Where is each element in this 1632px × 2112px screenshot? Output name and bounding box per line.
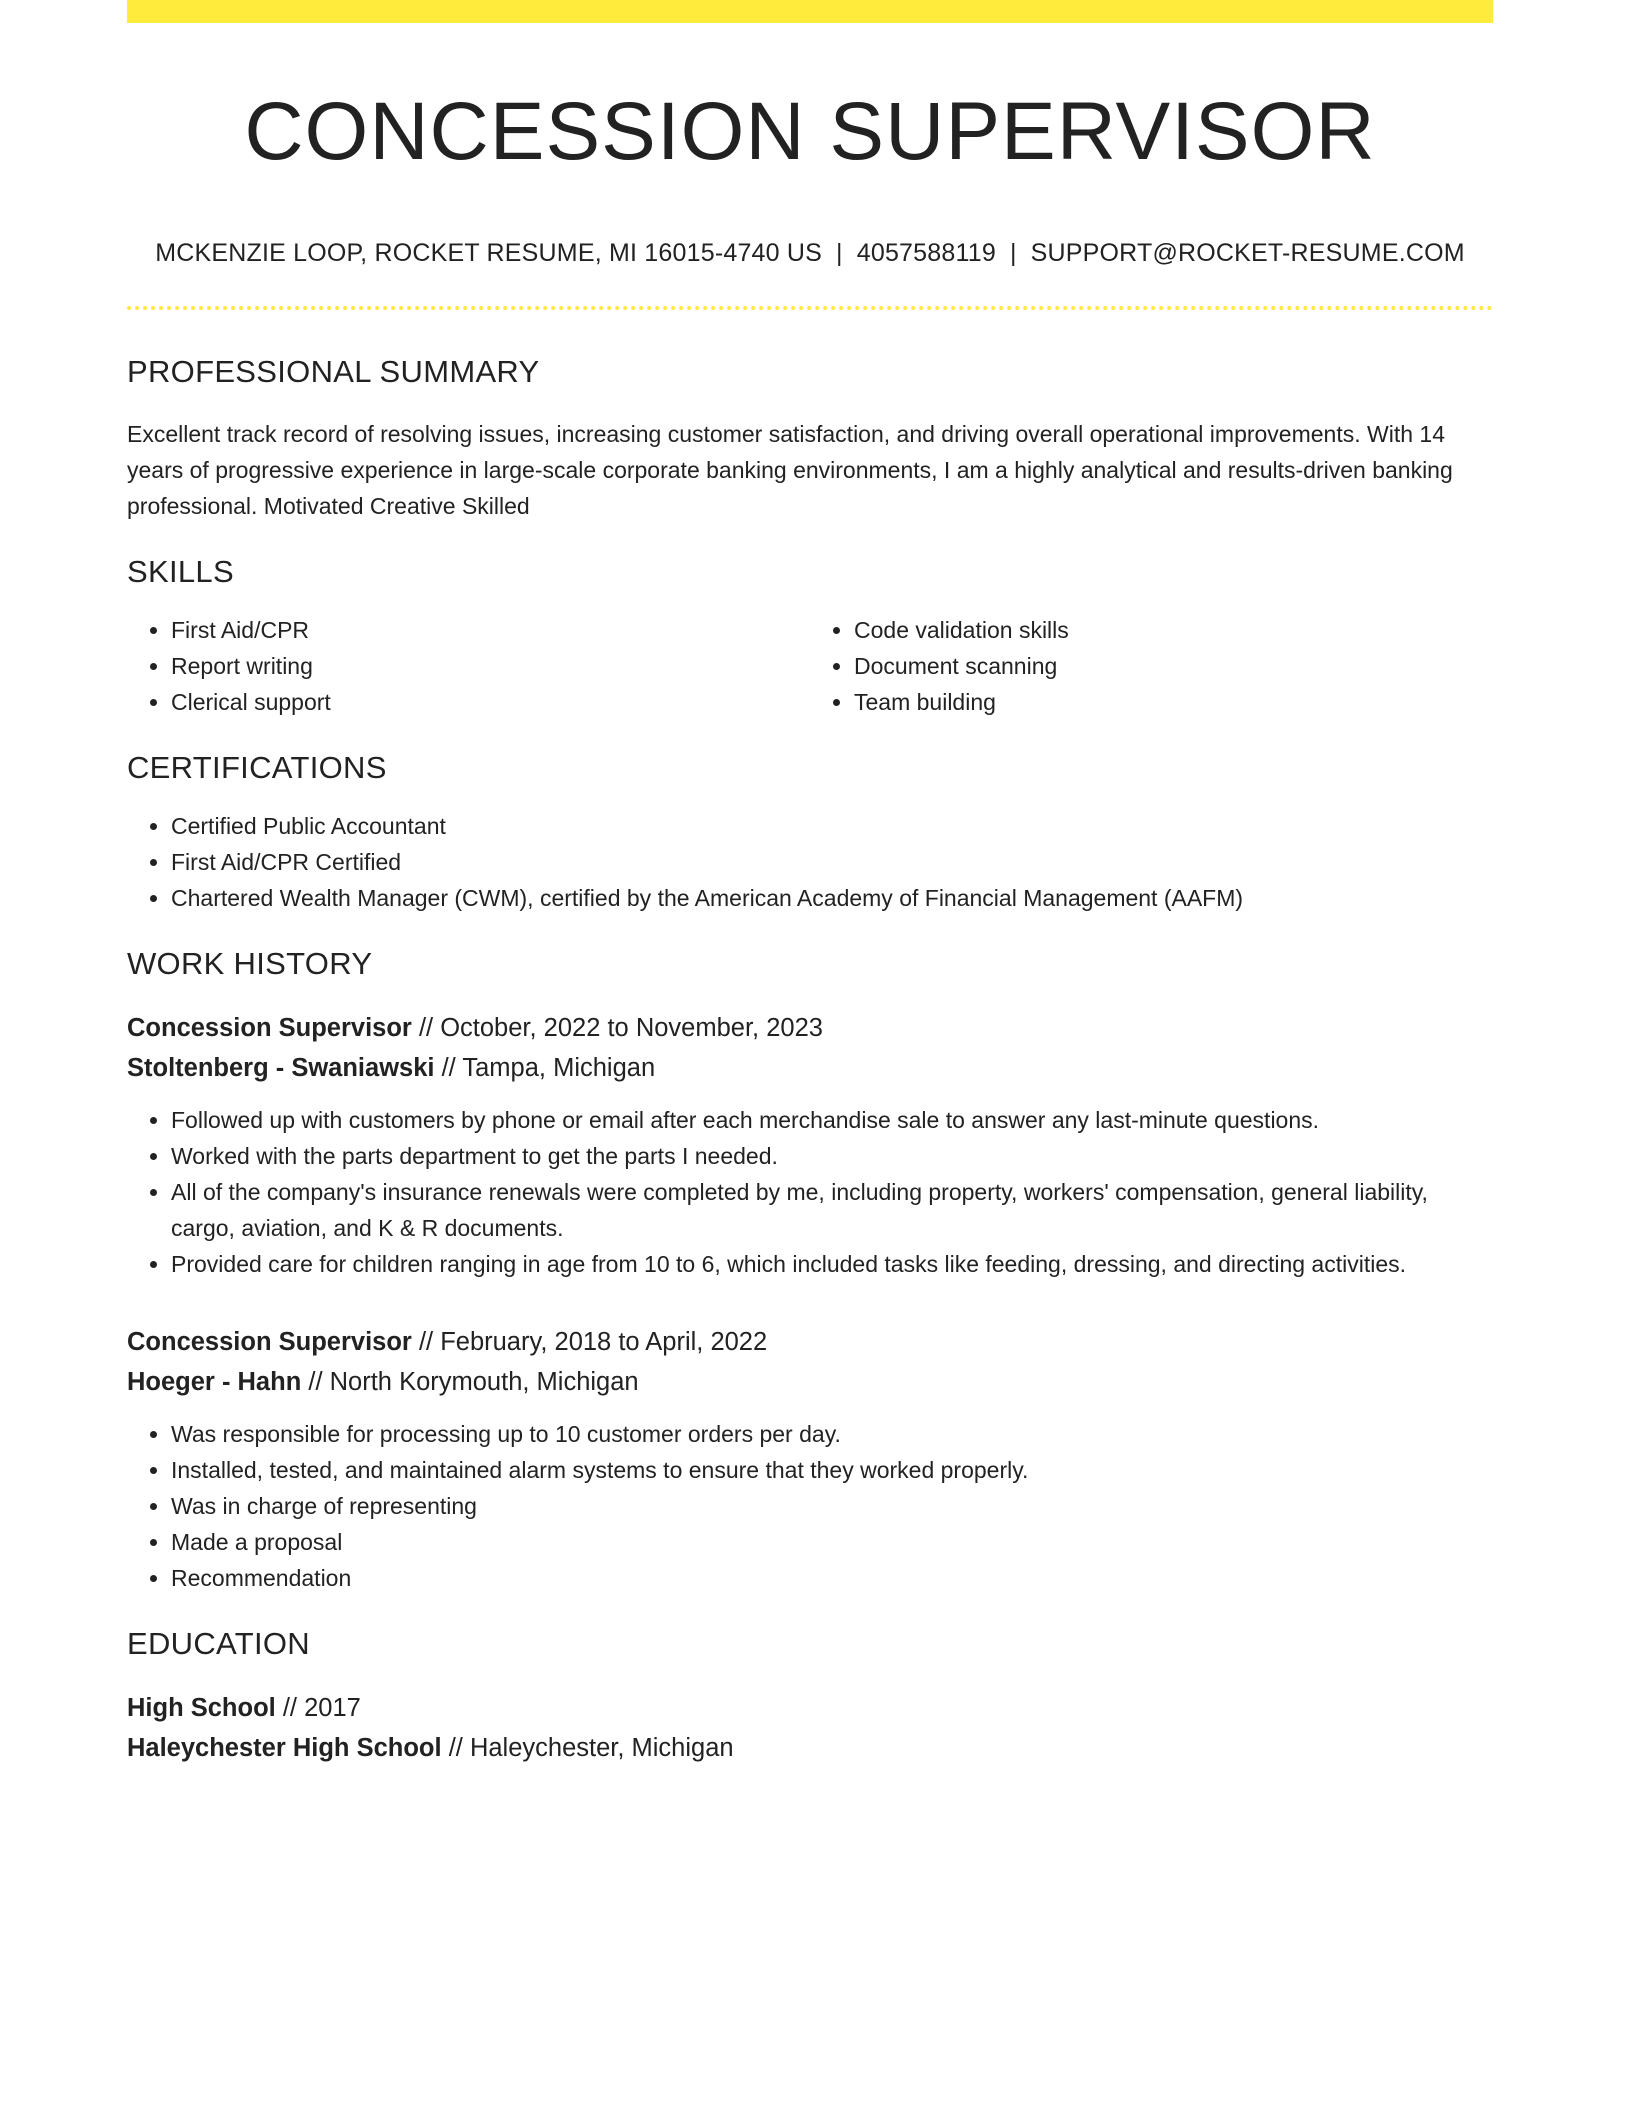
summary-section xyxy=(127,354,1493,524)
contact-line xyxy=(127,239,1493,268)
job-bullet: • Followed up with customers by phone or email after each merchandise sale to answer any last-minute questions. xyxy=(171,1102,1493,1138)
contact-separator: | xyxy=(1009,239,1017,268)
education-entry xyxy=(127,1688,1493,1768)
job-bullet: • Installed, tested, and maintained alarm systems to ensure that they worked properly. xyxy=(171,1452,1493,1488)
certification-item: • Certified Public Accountant xyxy=(171,808,1493,844)
certifications-section xyxy=(127,750,1493,916)
certifications-heading: CERTIFICATIONS xyxy=(127,750,387,786)
skill-item: • Document scanning xyxy=(854,648,1493,684)
job-location: // Tampa, Michigan xyxy=(441,1054,656,1083)
job-title-line xyxy=(127,1008,1493,1048)
education-degree: High School xyxy=(127,1694,276,1723)
job-bullet: • Worked with the parts department to get the parts I needed. xyxy=(171,1138,1493,1174)
education-heading: EDUCATION xyxy=(127,1626,310,1662)
job-dates: // February, 2018 to April, 2022 xyxy=(418,1328,768,1357)
job-bullet: • Provided care for children ranging in age from 10 to 6, which included tasks like feeding, dressing, and directing activities. xyxy=(171,1246,1493,1282)
skill-item: • Report writing xyxy=(171,648,810,684)
certifications-list xyxy=(127,808,1493,916)
job-bullet: • Was responsible for processing up to 10 customer orders per day. xyxy=(171,1416,1493,1452)
skills-grid xyxy=(127,612,1493,720)
resume-title: CONCESSION SUPERVISOR xyxy=(244,86,1376,177)
skill-item: • Clerical support xyxy=(171,684,810,720)
education-school-line xyxy=(127,1728,1493,1768)
job-entry xyxy=(127,1322,1493,1596)
job-bullet: • Made a proposal xyxy=(171,1524,1493,1560)
education-school: Haleychester High School xyxy=(127,1734,442,1763)
header-divider xyxy=(127,306,1493,310)
job-title-line xyxy=(127,1322,1493,1362)
skills-list-left xyxy=(127,612,810,720)
contact-address: MCKENZIE LOOP, ROCKET RESUME, MI 16015-4740 US xyxy=(155,239,823,268)
job-dates: // October, 2022 to November, 2023 xyxy=(418,1014,823,1043)
skill-item: • First Aid/CPR xyxy=(171,612,810,648)
job-company: Stoltenberg - Swaniawski xyxy=(127,1054,435,1083)
education-location: // Haleychester, Michigan xyxy=(448,1734,734,1763)
work-history-heading: WORK HISTORY xyxy=(127,946,373,982)
education-year: // 2017 xyxy=(282,1694,361,1723)
job-bullet: • Recommendation xyxy=(171,1560,1493,1596)
contact-phone: 4057588119 xyxy=(856,239,996,268)
contact-separator: | xyxy=(836,239,843,268)
job-location: // North Korymouth, Michigan xyxy=(308,1368,639,1397)
education-degree-line xyxy=(127,1688,1493,1728)
certification-item: • First Aid/CPR Certified xyxy=(171,844,1493,880)
summary-heading: PROFESSIONAL SUMMARY xyxy=(127,354,540,390)
summary-text: Excellent track record of resolving issues, increasing customer satisfaction, and driving overall operational improvements. With 14 years of progressive experience in large-scale corporate banking environments, I am a highly analytical and results-driven banking professional. Motivated Creative Skilled xyxy=(127,421,1453,520)
skill-item: • Code validation skills xyxy=(854,612,1493,648)
contact-email: SUPPORT@ROCKET-RESUME.COM xyxy=(1030,239,1465,268)
top-accent-bar xyxy=(127,0,1493,23)
skill-item: • Team building xyxy=(854,684,1493,720)
skills-heading: SKILLS xyxy=(127,554,234,590)
job-title: Concession Supervisor xyxy=(127,1014,412,1043)
job-entry xyxy=(127,1008,1493,1282)
work-history-section xyxy=(127,946,1493,1596)
job-company-line xyxy=(127,1362,1493,1402)
job-bullets xyxy=(127,1102,1493,1282)
job-company-line xyxy=(127,1048,1493,1088)
resume-page xyxy=(127,0,1493,1768)
job-bullet: • Was in charge of representing xyxy=(171,1488,1493,1524)
skills-section xyxy=(127,554,1493,720)
job-bullet: • All of the company's insurance renewals were completed by me, including property, workers' compensation, general liability, cargo, aviation, and K & R documents. xyxy=(171,1174,1493,1246)
education-section xyxy=(127,1626,1493,1768)
job-bullets xyxy=(127,1416,1493,1596)
job-title: Concession Supervisor xyxy=(127,1328,412,1357)
skills-list-right xyxy=(810,612,1493,720)
job-company: Hoeger - Hahn xyxy=(127,1368,302,1397)
certification-item: • Chartered Wealth Manager (CWM), certified by the American Academy of Financial Management (AAFM) xyxy=(171,880,1493,916)
